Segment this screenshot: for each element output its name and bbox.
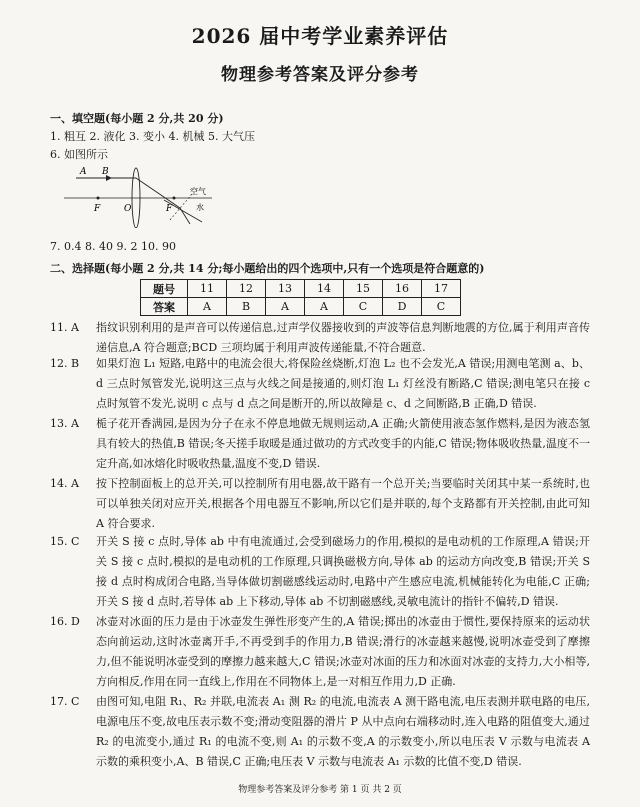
question-15 xyxy=(50,532,590,612)
lens-refraction-figure xyxy=(62,158,252,228)
fill-answers-line2: 6. 如图所示 xyxy=(50,148,108,161)
label-f-right: F xyxy=(166,204,173,214)
table-cell: C xyxy=(422,298,461,316)
table-cell: 14 xyxy=(305,280,344,298)
question-explanation: 开关 S 接 c 点时,导体 ab 中有电流通过,会受到磁场力的作用,模拟的是电动机的工作原理,A 错误;开关 S 接 c 点时,模拟的是电动机的工作原理,只调换磁极方向,导体 ab 的运动方向改变,B 错误;开关 S 接 d 点时构成闭合电路,当导体做切割磁感线运动时,电路中产生感应电流,机械能转化为电能,C 正确;开关 S 接 d 点时,若导体 ab 上下移动,导体 ab 不切割磁感线,灵敏电流计的指针不偏转,D 错误. xyxy=(96,535,590,608)
table-cell: 13 xyxy=(266,280,305,298)
question-number: 13. A xyxy=(50,417,79,430)
fill-answers-line3: 7. 0.4 8. 40 9. 2 10. 90 xyxy=(50,240,176,253)
table-cell: 17 xyxy=(422,280,461,298)
label-air: 空气 xyxy=(190,187,206,196)
table-cell: 15 xyxy=(344,280,383,298)
question-11 xyxy=(50,318,590,358)
table-row xyxy=(141,298,461,316)
focal-point-left xyxy=(97,197,100,200)
label-f-left: F xyxy=(94,204,101,214)
question-number: 17. C xyxy=(50,695,80,708)
page-subtitle: 物理参考答案及评分参考 xyxy=(221,65,419,85)
table-cell: B xyxy=(227,298,266,316)
label-water: 水 xyxy=(196,203,204,212)
table-header-cell: 题号 xyxy=(141,280,188,298)
question-explanation: 如果灯泡 L₁ 短路,电路中的电流会很大,将保险丝烧断,灯泡 L₂ 也不会发光,A 错误;用测电笔测 a、b、d 三点时氖管发光,说明这三点与火线之间是接通的,则灯泡 L₁ 灯丝没有断路,C 错误;测电笔只在接 c 点时氖管不发光,说明 c 点与 d 点之间是断开的,所以故障是 c、d 之间断路,B 正确,D 错误. xyxy=(96,357,590,410)
table-cell: A xyxy=(305,298,344,316)
table-row xyxy=(141,280,461,298)
question-number: 15. C xyxy=(50,535,80,548)
table-cell: A xyxy=(266,298,305,316)
page-footer: 物理参考答案及评分参考 第 1 页 共 2 页 xyxy=(238,785,402,795)
table-cell: 12 xyxy=(227,280,266,298)
question-number: 11. A xyxy=(50,321,79,334)
table-cell: 11 xyxy=(188,280,227,298)
question-17 xyxy=(50,692,590,772)
section1-heading: 一、填空题(每小题 2 分,共 20 分) xyxy=(50,112,224,125)
table-cell: A xyxy=(188,298,227,316)
table-header-cell: 答案 xyxy=(141,298,188,316)
question-number: 12. B xyxy=(50,357,80,370)
question-explanation: 指纹识别利用的是声音可以传递信息,过声学仪器接收到的声波等信息判断地震的方位,属于利用声音传递信息,A 符合题意;BCD 三项均属于利用声波传递能量,不符合题意. xyxy=(96,321,590,354)
question-number: 14. A xyxy=(50,477,79,490)
focal-point-right xyxy=(173,197,176,200)
table-cell: C xyxy=(344,298,383,316)
question-number: 16. D xyxy=(50,615,80,628)
fill-answers-line1: 1. 粗互 2. 液化 3. 变小 4. 机械 5. 大气压 xyxy=(50,130,255,143)
refracted-ray xyxy=(136,178,180,208)
table-cell: 16 xyxy=(383,280,422,298)
page-title: 2026 届中考学业素养评估 xyxy=(191,24,449,48)
question-explanation: 冰壶对冰面的压力是由于冰壶发生弹性形变产生的,A 错误;掷出的冰壶由于惯性,要保持原来的运动状态向前运动,这时冰壶离开手,不再受到手的作用力,B 错误;滑行的冰壶越来越慢,说明冰壶受到了摩擦力,但不能说明冰壶受到的摩擦力越来越大,C 错误;冰壶对冰面的压力和冰面对冰壶的支持力,大小相等,方向相反,作用在同一直线上,作用在不同物体上,是一对相互作用力,D 正确. xyxy=(96,615,590,688)
question-explanation: 由图可知,电阻 R₁、R₂ 并联,电流表 A₁ 测 R₂ 的电流,电流表 A 测干路电流,电压表测并联电路的电压,电源电压不变,故电压表示数不变;滑动变阻器的滑片 P 从中点向右端移动时,连入电路的阻值变大,通过 R₂ 的电流变小,通过 R₁ 的电流不变,则 A₁ 的示数不变,A 的示数变小,所以电压表 V 示数与电流表 A 示数的乘积变小,A、B 错误,C 正确;电压表 V 示数与电流表 A₁ 示数的比值不变,D 错误. xyxy=(96,695,590,768)
question-explanation: 栀子花开香满园,是因为分子在永不停息地做无规则运动,A 正确;火箭使用液态氢作燃料,是因为液态氢具有较大的热值,B 错误;冬天搓手取暖是通过做功的方式改变手的内能,C 错误;物体吸收热量,温度不一定升高,如冰熔化时吸收热量,温度不变,D 错误. xyxy=(96,417,590,470)
table-cell: D xyxy=(383,298,422,316)
question-explanation: 按下控制面板上的总开关,可以控制所有用电器,故干路有一个总开关;当要临时关闭其中某一系统时,也可以单独关闭对应开关,根据各个用电器互不影响,所以它们是并联的,每个支路都有开关控制,由此可知 A 符合要求. xyxy=(96,477,590,530)
section2-heading: 二、选择题(每小题 2 分,共 14 分;每小题给出的四个选项中,只有一个选项是符合题意的) xyxy=(50,262,485,275)
answer-table xyxy=(140,279,461,316)
question-16 xyxy=(50,612,590,692)
label-a: A xyxy=(80,167,87,177)
question-14 xyxy=(50,474,590,534)
label-b: B xyxy=(102,167,109,177)
question-13 xyxy=(50,414,590,474)
question-12 xyxy=(50,354,590,414)
label-o: O xyxy=(124,204,132,214)
